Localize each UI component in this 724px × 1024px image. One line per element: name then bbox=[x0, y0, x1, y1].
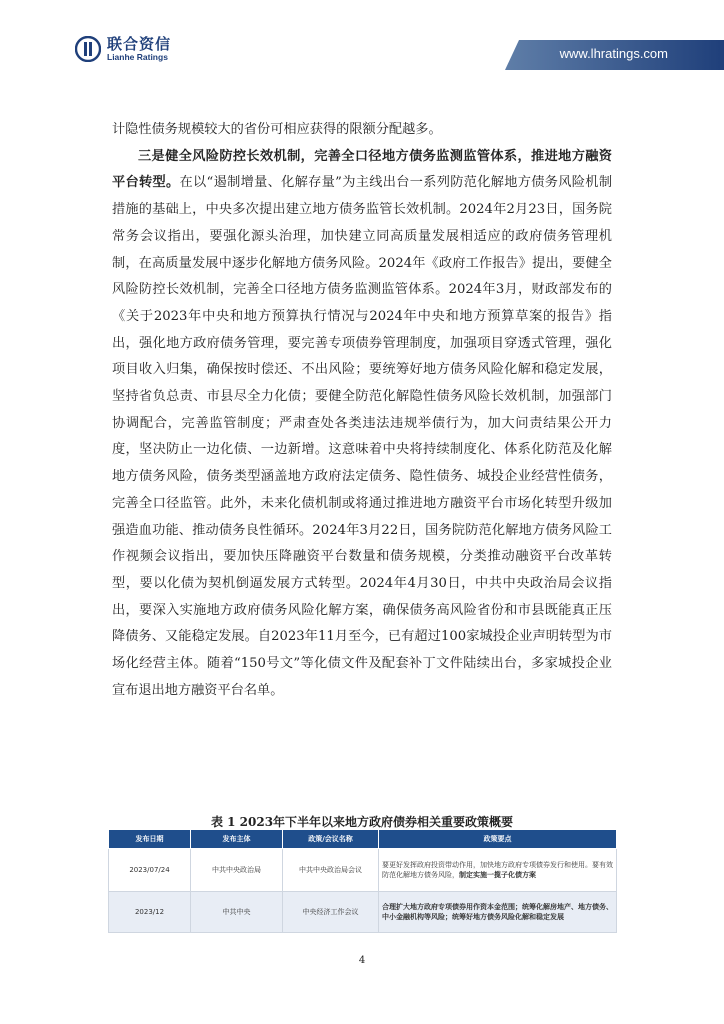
paragraph-2-body: 在以“遏制增量、化解存量”为主线出台一系列防范化解地方债务风险机制措施的基础上，中央多次提出建立地方债务监管长效机制。2024年2月23日，国务院常务会议指出，要强化源头治理，加快建立同高质量发展相适应的政府债务管理机制，在高质量发展中逐步化解地方债务风险。2024年《政府工作报告》提出，要健全风险防控长效机制，完善全口径地方债务监测监管体系。2024年3月，财政部发布的《关于2023年中央和地方预算执行情况与2024年中央和地方预算草案的报告》指出，强化地方政府债务管理，要完善专项债券管理制度，加强项目穿透式管理，强化项目收入归集，确保按时偿还、不出风险；要统筹好地方债务风险化解和稳定发展，坚持省负总责、市县尽全力化债；要健全防范化解隐性债务风险长效机制，加强部门协调配合，完善监管制度；严肃查处各类违法违规举债行为，加大问责结果公开力度，坚决防止一边化债、一边新增。这意味着中央将持续制度化、体系化防范及化解地方债务风险，债务类型涵盖地方政府法定债务、隐性债务、城投企业经营性债务，完善全口径监管。此外，未来化债机制或将通过推进地方融资平台市场化转型升级加强造血功能、推动债务良性循环。2024年3月22日，国务院防范化解地方债务风险工作视频会议指出，要加快压降融资平台数量和债务规模，分类推动融资平台改革转型，要以化债为契机倒逼发展方式转型。2024年4月30日，中共中央政治局会议指出，要深入实施地方政府债务风险化解方案，确保债务高风险省份和市县既能真正压降债务、又能稳定发展。自2023年11月至今，已有超过100家城投企业声明转型为市场化经营主体。随着“150号文”等化债文件及配套补丁文件陆续出台，多家城投企业宣布退出地方融资平台名单。 bbox=[112, 175, 613, 698]
table-header-row bbox=[109, 830, 617, 849]
paragraph-1: 计隐性债务规模较大的省份可相应获得的限额分配越多。 bbox=[112, 122, 442, 137]
website-url: www.lhratings.com bbox=[559, 46, 668, 61]
cell-policy-points bbox=[379, 849, 617, 892]
cell-policy-name: 中央经济工作会议 bbox=[283, 892, 379, 933]
cell-policy-name: 中共中央政治局会议 bbox=[283, 849, 379, 892]
logo bbox=[75, 36, 171, 62]
cell-policy-points-bold: 合理扩大地方政府专项债券用作资本金范围；统筹化解房地产、地方债务、中小金融机构等风险；统筹好地方债务风险化解和稳定发展 bbox=[382, 903, 613, 921]
table-title: 表 1 2023年下半年以来地方政府债券相关重要政策概要 bbox=[210, 815, 514, 829]
policy-table bbox=[108, 829, 617, 933]
cell-date: 2023/07/24 bbox=[109, 849, 191, 892]
cell-policy-points-text: 要更好发挥政府投资带动作用，加快地方政府专项债券发行和使用。要有效防范化解地方债务风险， bbox=[382, 861, 613, 879]
cell-date: 2023/12 bbox=[109, 892, 191, 933]
cell-policy-points-bold: 制定实施一揽子化债方案 bbox=[459, 871, 536, 879]
header-policy-name: 政策/会议名称 bbox=[283, 830, 379, 849]
table-row bbox=[109, 892, 617, 933]
table-row bbox=[109, 849, 617, 892]
logo-chinese-name: 联合资信 bbox=[107, 34, 172, 53]
lianhe-logo-icon bbox=[75, 36, 101, 62]
body-text bbox=[112, 117, 612, 704]
header-issuer: 发布主体 bbox=[191, 830, 283, 849]
header-date: 发布日期 bbox=[109, 830, 191, 849]
header-policy-points: 政策要点 bbox=[379, 830, 617, 849]
logo-english-name: Lianhe Ratings bbox=[107, 51, 168, 62]
cell-issuer: 中共中央 bbox=[191, 892, 283, 933]
cell-policy-points bbox=[379, 892, 617, 933]
paragraph-2 bbox=[112, 144, 612, 705]
paragraph-2-lead: 三是健全风险防控长效机制，完善全口径地方债务监测监管体系，推进地方融资平台转型。 bbox=[112, 148, 612, 191]
page-header bbox=[0, 0, 724, 80]
page-number: 4 bbox=[358, 955, 366, 966]
cell-issuer: 中共中央政治局 bbox=[191, 849, 283, 892]
